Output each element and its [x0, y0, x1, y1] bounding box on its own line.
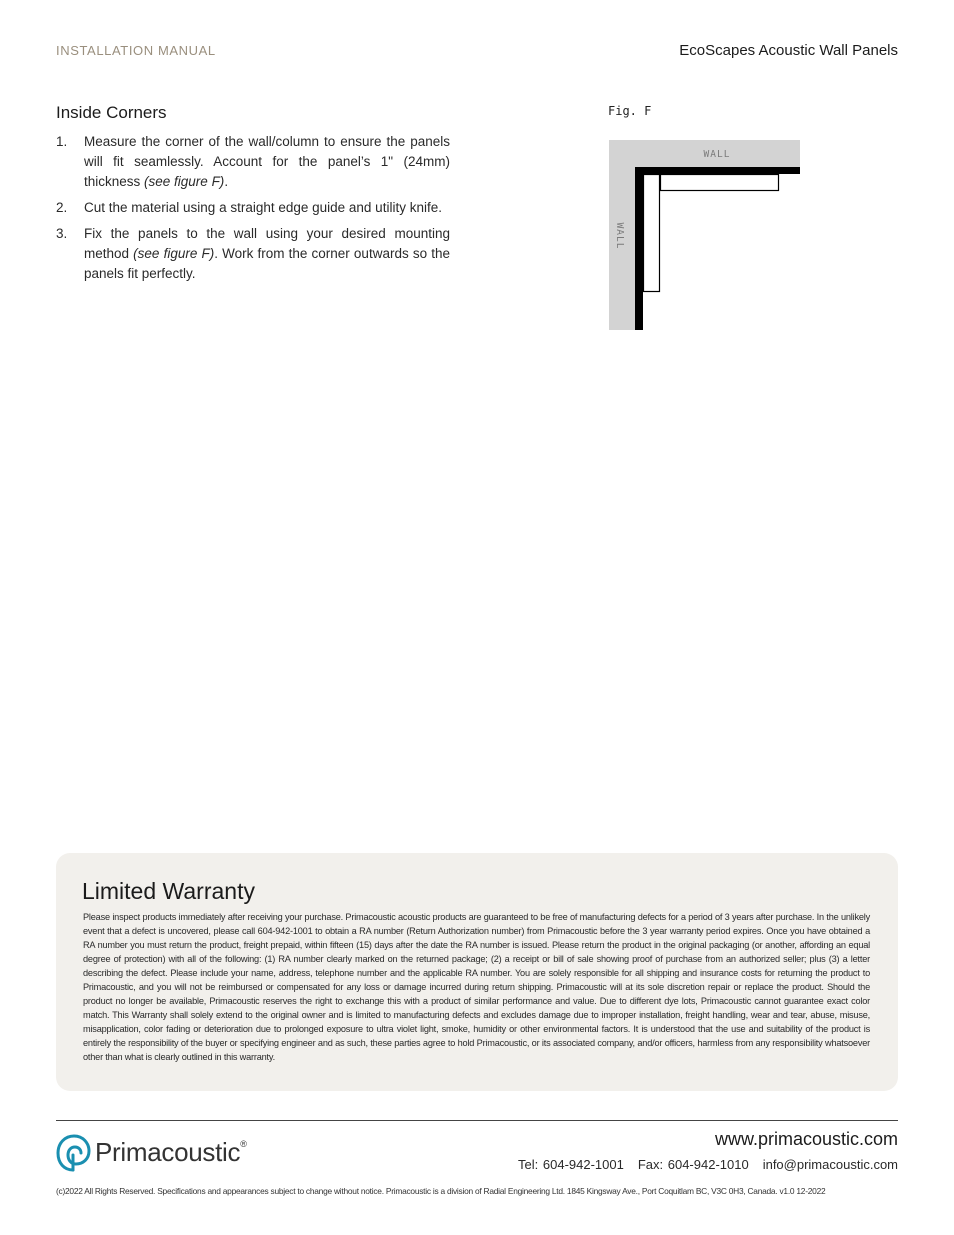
step-number: 3. — [56, 226, 68, 241]
step-number: 2. — [56, 200, 68, 215]
panel-horizontal — [661, 175, 779, 191]
wall-side-label: WALL — [614, 222, 625, 250]
figure-reference: (see figure F) — [133, 246, 215, 261]
phone-number: Tel: 604-942-1001 — [518, 1157, 624, 1172]
warranty-title: Limited Warranty — [82, 878, 255, 904]
step-text — [84, 200, 442, 215]
step-body: Cut the material using a straight edge guide and utility knife. — [84, 200, 442, 215]
step-text — [84, 226, 450, 281]
instruction-step — [56, 198, 450, 218]
step-number: 1. — [56, 134, 68, 149]
warranty-box — [56, 853, 898, 1091]
email-link[interactable]: info@primacoustic.com — [762, 1157, 898, 1172]
legal-notice: (c)2022 All Rights Reserved. Specifications and appearances subject to change without notice. Primacoustic is a division of Radial Engineering Ltd. 1845 Kingsway Ave., Port Coquitlam BC, V3C 0H3, Canada. v1.0 12-2022 — [56, 1186, 826, 1196]
brand-wordmark: Primacoustic — [95, 1137, 241, 1167]
header-product-title: EcoScapes Acoustic Wall Panels — [679, 42, 898, 59]
header-manual-label: INSTALLATION MANUAL — [56, 43, 216, 58]
step-body-after: . — [224, 174, 229, 189]
step-body: Measure the corner of the wall/column to ensure the panels will fit seamlessly. Account for the panel’s 1" (24mm) thickness — [84, 134, 450, 189]
corner-diagram — [600, 134, 810, 334]
figure-reference: (see figure F) — [144, 174, 225, 189]
corner-bracket-vertical — [635, 167, 643, 330]
section-title: Inside Corners — [56, 103, 167, 122]
instruction-step — [56, 132, 450, 192]
brand-name — [95, 1137, 247, 1168]
step-text — [84, 134, 450, 189]
website-link[interactable]: www.primacoustic.com — [714, 1129, 898, 1149]
corner-bracket-horizontal — [635, 167, 800, 174]
instruction-step — [56, 224, 450, 284]
contact-info — [518, 1157, 898, 1172]
instruction-steps — [56, 132, 450, 290]
step-body-after: . Work from the corner outwards so the panels fit perfectly. — [84, 246, 451, 281]
footer-divider — [56, 1120, 898, 1121]
panel-vertical — [644, 175, 660, 292]
step-body: Fix the panels to the wall using your desired mounting method — [84, 226, 450, 261]
figure-label: Fig. F — [608, 104, 652, 118]
warranty-text: Please inspect products immediately after receiving your purchase. Primacoustic acoustic products are guaranteed to be free of manufacturing defects for a period of 3 years after purchase. In the unlikely event that a defect is uncovered, please call 604-942-1001 to obtain a RA number (Return Authorization number) from Primacoustic before the 3 year warranty period expires. Once you have obtained a RA number you must return the product, freight prepaid, within fifteen (15) days after the date the RA number is issued. Please return the product in the original packaging (or another, affording an equal degree of protection) with all of the following: (1) RA number clearly marked on the returned package; (2) a receipt or bill of sale showing proof of purchase from an authorized seller; plus (3) a letter describing the defect. Please include your name, address, telephone number and the applicable RA number. You are solely responsible for all shipping and insurance costs for returning the product to Primacoustic, and you will not be reimbursed or compensated for any loss or damage incurred during return shipping. Primacoustic will at its sole discretion repair or replace the product. Should the product no longer be available, Primacoustic reserves the right to exchange this with a product of similar performance and value. Due to different dye lots, Primacoustic cannot guarantee exact color match. This Warranty shall solely extend to the original owner and is limited to manufacturing defects and excludes damage due to improper installation, freight handling, wear and tear, abuse, misuse, misapplication, color fading or deterioration due to prolonged exposure to ultra violet light, smoke, humidity or other environmental factors. It is understood that the use and suitability of the product is entirely the responsibility of the buyer or specifying engineer and as such, these parties agree to hold Primacoustic, or its associated company, and/or officers, harmless from any responsibility whatsoever other than what is clearly outlined in this warranty. — [83, 912, 870, 1062]
registered-mark: ® — [240, 1139, 247, 1149]
wall-top-label: WALL — [703, 149, 731, 160]
primacoustic-swirl-icon — [56, 1133, 92, 1173]
fax-number: Fax: 604-942-1010 — [637, 1157, 749, 1172]
